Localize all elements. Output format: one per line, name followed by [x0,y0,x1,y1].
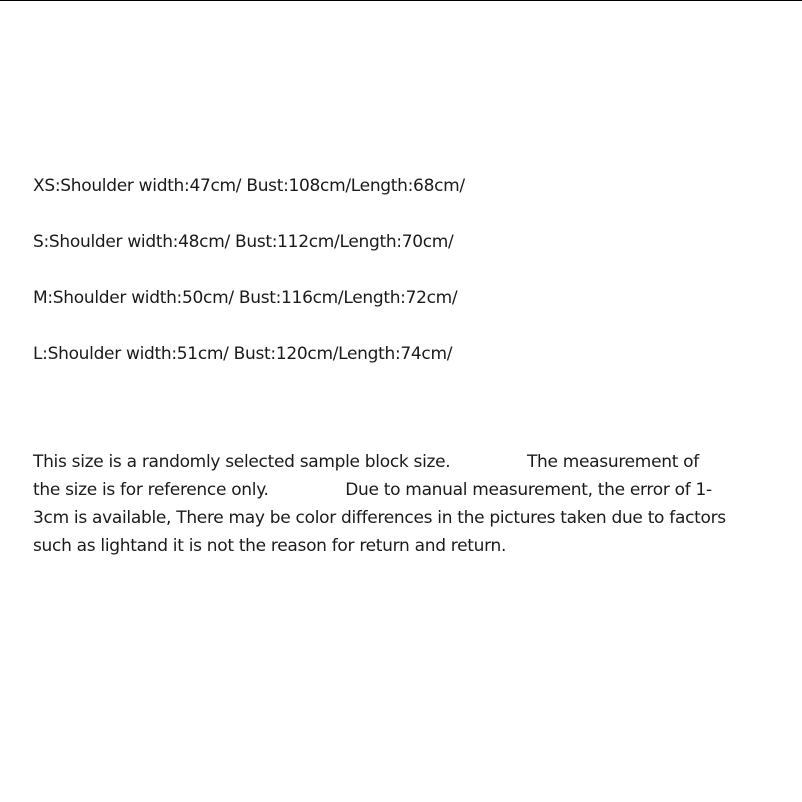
disclaimer-line: such as lightand it is not the reason for return and return. [33,536,507,556]
top-border-line [0,0,802,1]
disclaimer-line: 3cm is available, There may be color differences in the pictures taken due to factors [33,508,726,528]
disclaimer-line: This size is a randomly selected sample block size. The measurement of [33,452,699,472]
size-l-measurements: L:Shoulder width:51cm/ Bust:120cm/Length:74cm/ [33,344,453,364]
size-s-measurements: S:Shoulder width:48cm/ Bust:112cm/Length:70cm/ [33,232,454,252]
size-xs-measurements: XS:Shoulder width:47cm/ Bust:108cm/Length:68cm/ [33,176,465,196]
size-m-measurements: M:Shoulder width:50cm/ Bust:116cm/Length:72cm/ [33,288,458,308]
measurement-disclaimer [33,448,769,560]
size-chart [33,172,773,396]
disclaimer-line: the size is for reference only. Due to manual measurement, the error of 1- [33,480,712,500]
